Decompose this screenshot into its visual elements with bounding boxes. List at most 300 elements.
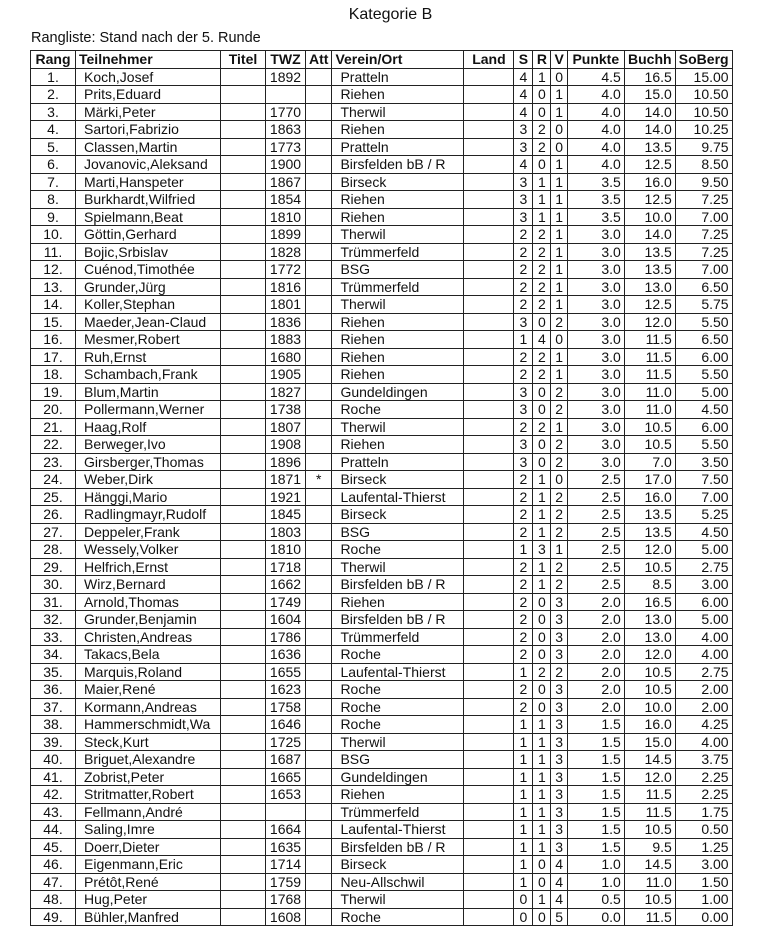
cell-twz: 1725: [266, 733, 306, 751]
table-row: [31, 523, 733, 541]
cell-land: [464, 86, 514, 104]
cell-punkte: 0.5: [567, 891, 624, 909]
cell-titel: [221, 191, 266, 209]
cell-titel: [221, 506, 266, 524]
cell-twz: 1635: [266, 838, 306, 856]
ranking-subtitle: Rangliste: Stand nach der 5. Runde: [31, 30, 261, 46]
cell-v: 0: [551, 68, 567, 86]
cell-s: 3: [514, 173, 533, 191]
cell-buchh: 14.0: [624, 121, 675, 139]
cell-buchh: 14.0: [624, 226, 675, 244]
cell-twz: 1900: [266, 156, 306, 174]
cell-teilnehmer: Schambach,Frank: [76, 366, 221, 384]
cell-buchh: 11.5: [624, 366, 675, 384]
cell-rang: 19.: [31, 383, 76, 401]
cell-twz: 1828: [266, 243, 306, 261]
cell-r: 0: [533, 646, 551, 664]
cell-v: 3: [551, 733, 567, 751]
cell-r: 2: [533, 418, 551, 436]
cell-v: 2: [551, 558, 567, 576]
cell-titel: [221, 121, 266, 139]
cell-titel: [221, 331, 266, 349]
cell-buchh: 13.5: [624, 138, 675, 156]
cell-s: 2: [514, 611, 533, 629]
table-row: [31, 138, 733, 156]
cell-punkte: 3.0: [567, 383, 624, 401]
cell-soberg: 4.25: [675, 716, 732, 734]
table-row: [31, 786, 733, 804]
table-row: [31, 86, 733, 104]
cell-soberg: 2.75: [675, 663, 732, 681]
cell-punkte: 3.5: [567, 191, 624, 209]
cell-land: [464, 68, 514, 86]
cell-teilnehmer: Eigenmann,Eric: [76, 856, 221, 874]
cell-r: 3: [533, 541, 551, 559]
cell-verein: Laufental-Thierst: [332, 488, 464, 506]
cell-land: [464, 488, 514, 506]
cell-verein: Therwil: [332, 226, 464, 244]
cell-teilnehmer: Zobrist,Peter: [76, 768, 221, 786]
cell-twz: 1863: [266, 121, 306, 139]
cell-verein: Riehen: [332, 208, 464, 226]
cell-v: 1: [551, 541, 567, 559]
cell-soberg: 4.50: [675, 401, 732, 419]
cell-v: 2: [551, 488, 567, 506]
cell-land: [464, 418, 514, 436]
cell-verein: Riehen: [332, 313, 464, 331]
cell-s: 3: [514, 401, 533, 419]
cell-land: [464, 296, 514, 314]
cell-verein: Birsfelden bB / R: [332, 576, 464, 594]
cell-soberg: 1.75: [675, 803, 732, 821]
cell-land: [464, 226, 514, 244]
cell-verein: Gundeldingen: [332, 383, 464, 401]
cell-r: 1: [533, 576, 551, 594]
table-row: [31, 576, 733, 594]
cell-rang: 21.: [31, 418, 76, 436]
cell-teilnehmer: Fellmann,André: [76, 803, 221, 821]
cell-buchh: 11.0: [624, 873, 675, 891]
cell-v: 3: [551, 593, 567, 611]
cell-v: 0: [551, 331, 567, 349]
cell-punkte: 1.5: [567, 751, 624, 769]
cell-att: [306, 296, 332, 314]
header-buchh: Buchh: [624, 51, 675, 69]
cell-verein: Roche: [332, 908, 464, 926]
cell-rang: 13.: [31, 278, 76, 296]
cell-s: 2: [514, 471, 533, 489]
table-row: [31, 296, 733, 314]
table-row: [31, 698, 733, 716]
cell-titel: [221, 716, 266, 734]
cell-soberg: 2.25: [675, 768, 732, 786]
cell-teilnehmer: Classen,Martin: [76, 138, 221, 156]
cell-land: [464, 698, 514, 716]
cell-teilnehmer: Mesmer,Robert: [76, 331, 221, 349]
cell-soberg: 5.50: [675, 366, 732, 384]
cell-r: 2: [533, 243, 551, 261]
cell-verein: BSG: [332, 261, 464, 279]
cell-att: [306, 838, 332, 856]
cell-twz: 1827: [266, 383, 306, 401]
cell-land: [464, 716, 514, 734]
cell-v: 3: [551, 716, 567, 734]
cell-teilnehmer: Maier,René: [76, 681, 221, 699]
cell-land: [464, 768, 514, 786]
cell-land: [464, 436, 514, 454]
cell-rang: 38.: [31, 716, 76, 734]
cell-twz: 1854: [266, 191, 306, 209]
cell-v: 3: [551, 751, 567, 769]
cell-punkte: 2.0: [567, 646, 624, 664]
cell-r: 1: [533, 471, 551, 489]
cell-verein: Roche: [332, 698, 464, 716]
cell-rang: 23.: [31, 453, 76, 471]
cell-soberg: 7.25: [675, 191, 732, 209]
cell-v: 3: [551, 611, 567, 629]
cell-twz: 1714: [266, 856, 306, 874]
cell-twz: 1758: [266, 698, 306, 716]
cell-att: [306, 541, 332, 559]
cell-buchh: 10.0: [624, 698, 675, 716]
cell-verein: Roche: [332, 716, 464, 734]
cell-punkte: 4.0: [567, 86, 624, 104]
cell-v: 1: [551, 418, 567, 436]
table-row: [31, 716, 733, 734]
cell-verein: Birsfelden bB / R: [332, 838, 464, 856]
cell-rang: 43.: [31, 803, 76, 821]
cell-r: 0: [533, 86, 551, 104]
cell-att: [306, 786, 332, 804]
cell-land: [464, 541, 514, 559]
cell-r: 0: [533, 313, 551, 331]
cell-punkte: 3.0: [567, 453, 624, 471]
table-row: [31, 121, 733, 139]
cell-punkte: 1.5: [567, 821, 624, 839]
cell-verein: Birseck: [332, 506, 464, 524]
cell-teilnehmer: Christen,Andreas: [76, 628, 221, 646]
cell-rang: 32.: [31, 611, 76, 629]
table-row: [31, 663, 733, 681]
cell-r: 0: [533, 856, 551, 874]
cell-att: [306, 366, 332, 384]
cell-titel: [221, 156, 266, 174]
header-teilnehmer: Teilnehmer: [76, 51, 221, 69]
cell-v: 5: [551, 908, 567, 926]
cell-land: [464, 191, 514, 209]
cell-twz: 1801: [266, 296, 306, 314]
cell-rang: 2.: [31, 86, 76, 104]
cell-soberg: 5.50: [675, 436, 732, 454]
cell-land: [464, 558, 514, 576]
cell-buchh: 11.5: [624, 908, 675, 926]
cell-v: 2: [551, 383, 567, 401]
cell-r: 1: [533, 716, 551, 734]
cell-land: [464, 908, 514, 926]
cell-r: 2: [533, 138, 551, 156]
cell-rang: 35.: [31, 663, 76, 681]
cell-s: 2: [514, 366, 533, 384]
cell-teilnehmer: Wessely,Volker: [76, 541, 221, 559]
cell-r: 0: [533, 156, 551, 174]
cell-land: [464, 663, 514, 681]
cell-titel: [221, 243, 266, 261]
table-row: [31, 541, 733, 559]
cell-land: [464, 278, 514, 296]
cell-teilnehmer: Girsberger,Thomas: [76, 453, 221, 471]
cell-soberg: 3.50: [675, 453, 732, 471]
cell-s: 4: [514, 156, 533, 174]
cell-verein: Roche: [332, 401, 464, 419]
cell-teilnehmer: Göttin,Gerhard: [76, 226, 221, 244]
cell-r: 0: [533, 698, 551, 716]
cell-att: [306, 86, 332, 104]
cell-att: [306, 716, 332, 734]
cell-punkte: 4.0: [567, 103, 624, 121]
cell-att: [306, 908, 332, 926]
cell-v: 1: [551, 208, 567, 226]
cell-buchh: 10.0: [624, 208, 675, 226]
table-row: [31, 383, 733, 401]
cell-punkte: 2.0: [567, 593, 624, 611]
cell-twz: 1687: [266, 751, 306, 769]
ranking-table: [30, 50, 733, 926]
cell-s: 3: [514, 208, 533, 226]
cell-soberg: 6.50: [675, 331, 732, 349]
cell-s: 1: [514, 821, 533, 839]
cell-teilnehmer: Spielmann,Beat: [76, 208, 221, 226]
cell-s: 2: [514, 646, 533, 664]
cell-buchh: 10.5: [624, 558, 675, 576]
cell-soberg: 7.50: [675, 471, 732, 489]
cell-twz: 1680: [266, 348, 306, 366]
cell-punkte: 3.5: [567, 173, 624, 191]
cell-buchh: 7.0: [624, 453, 675, 471]
cell-teilnehmer: Hug,Peter: [76, 891, 221, 909]
table-row: [31, 418, 733, 436]
table-header-row: [31, 51, 733, 69]
cell-land: [464, 593, 514, 611]
cell-soberg: 1.00: [675, 891, 732, 909]
cell-buchh: 8.5: [624, 576, 675, 594]
cell-rang: 1.: [31, 68, 76, 86]
cell-verein: Riehen: [332, 366, 464, 384]
cell-titel: [221, 751, 266, 769]
cell-teilnehmer: Bühler,Manfred: [76, 908, 221, 926]
cell-r: 0: [533, 611, 551, 629]
cell-s: 3: [514, 436, 533, 454]
cell-buchh: 14.0: [624, 103, 675, 121]
cell-buchh: 12.5: [624, 191, 675, 209]
cell-v: 4: [551, 873, 567, 891]
cell-land: [464, 786, 514, 804]
cell-titel: [221, 698, 266, 716]
table-row: [31, 226, 733, 244]
cell-v: 3: [551, 838, 567, 856]
cell-land: [464, 453, 514, 471]
cell-rang: 41.: [31, 768, 76, 786]
cell-soberg: 8.50: [675, 156, 732, 174]
cell-twz: 1770: [266, 103, 306, 121]
cell-r: 1: [533, 506, 551, 524]
cell-v: 4: [551, 891, 567, 909]
cell-land: [464, 208, 514, 226]
cell-twz: 1921: [266, 488, 306, 506]
cell-buchh: 13.0: [624, 628, 675, 646]
table-row: [31, 488, 733, 506]
cell-twz: [266, 86, 306, 104]
cell-punkte: 2.5: [567, 576, 624, 594]
cell-verein: Therwil: [332, 418, 464, 436]
header-land: Land: [464, 51, 514, 69]
cell-soberg: 4.00: [675, 646, 732, 664]
cell-punkte: 4.0: [567, 138, 624, 156]
cell-v: 0: [551, 121, 567, 139]
cell-buchh: 16.0: [624, 488, 675, 506]
cell-punkte: 1.5: [567, 838, 624, 856]
cell-soberg: 3.00: [675, 856, 732, 874]
cell-rang: 18.: [31, 366, 76, 384]
cell-v: 3: [551, 803, 567, 821]
cell-s: 2: [514, 278, 533, 296]
cell-land: [464, 348, 514, 366]
cell-s: 1: [514, 331, 533, 349]
cell-teilnehmer: Berweger,Ivo: [76, 436, 221, 454]
cell-buchh: 11.0: [624, 383, 675, 401]
cell-soberg: 7.25: [675, 243, 732, 261]
cell-soberg: 3.00: [675, 576, 732, 594]
cell-verein: Trümmerfeld: [332, 278, 464, 296]
cell-att: [306, 506, 332, 524]
table-row: [31, 856, 733, 874]
cell-r: 2: [533, 261, 551, 279]
cell-v: 3: [551, 821, 567, 839]
table-row: [31, 733, 733, 751]
cell-twz: 1636: [266, 646, 306, 664]
cell-att: [306, 646, 332, 664]
cell-land: [464, 751, 514, 769]
header-punkte: Punkte: [567, 51, 624, 69]
cell-punkte: 2.5: [567, 471, 624, 489]
cell-titel: [221, 436, 266, 454]
cell-soberg: 6.50: [675, 278, 732, 296]
cell-land: [464, 156, 514, 174]
cell-buchh: 13.5: [624, 523, 675, 541]
page-title: Kategorie B: [348, 6, 433, 23]
cell-r: 1: [533, 558, 551, 576]
cell-buchh: 16.0: [624, 716, 675, 734]
cell-att: [306, 401, 332, 419]
cell-v: 1: [551, 103, 567, 121]
table-row: [31, 436, 733, 454]
cell-verein: Laufental-Thierst: [332, 663, 464, 681]
cell-att: [306, 278, 332, 296]
cell-verein: Therwil: [332, 733, 464, 751]
cell-att: [306, 436, 332, 454]
cell-v: 1: [551, 173, 567, 191]
cell-teilnehmer: Takacs,Bela: [76, 646, 221, 664]
table-row: [31, 313, 733, 331]
cell-att: [306, 68, 332, 86]
cell-rang: 9.: [31, 208, 76, 226]
cell-land: [464, 628, 514, 646]
cell-s: 2: [514, 296, 533, 314]
cell-twz: 1892: [266, 68, 306, 86]
cell-teilnehmer: Marti,Hanspeter: [76, 173, 221, 191]
cell-rang: 46.: [31, 856, 76, 874]
cell-s: 1: [514, 716, 533, 734]
cell-soberg: 7.00: [675, 261, 732, 279]
cell-rang: 48.: [31, 891, 76, 909]
cell-land: [464, 733, 514, 751]
cell-teilnehmer: Hänggi,Mario: [76, 488, 221, 506]
cell-verein: Riehen: [332, 331, 464, 349]
cell-rang: 16.: [31, 331, 76, 349]
cell-s: 2: [514, 698, 533, 716]
cell-verein: Riehen: [332, 191, 464, 209]
cell-punkte: 3.0: [567, 436, 624, 454]
cell-r: 1: [533, 488, 551, 506]
cell-att: [306, 208, 332, 226]
cell-verein: Neu-Allschwil: [332, 873, 464, 891]
cell-titel: [221, 261, 266, 279]
cell-v: 2: [551, 436, 567, 454]
cell-soberg: 5.25: [675, 506, 732, 524]
cell-r: 1: [533, 68, 551, 86]
cell-att: [306, 383, 332, 401]
cell-land: [464, 821, 514, 839]
cell-teilnehmer: Marquis,Roland: [76, 663, 221, 681]
cell-twz: 1608: [266, 908, 306, 926]
cell-titel: [221, 383, 266, 401]
cell-twz: 1759: [266, 873, 306, 891]
cell-v: 4: [551, 856, 567, 874]
cell-titel: [221, 86, 266, 104]
cell-teilnehmer: Deppeler,Frank: [76, 523, 221, 541]
cell-land: [464, 138, 514, 156]
cell-land: [464, 646, 514, 664]
cell-soberg: 9.75: [675, 138, 732, 156]
cell-rang: 11.: [31, 243, 76, 261]
cell-land: [464, 401, 514, 419]
cell-rang: 36.: [31, 681, 76, 699]
cell-teilnehmer: Saling,Imre: [76, 821, 221, 839]
cell-v: 2: [551, 523, 567, 541]
cell-land: [464, 243, 514, 261]
table-row: [31, 768, 733, 786]
header-att: Att: [306, 51, 332, 69]
cell-r: 1: [533, 191, 551, 209]
cell-twz: 1773: [266, 138, 306, 156]
cell-titel: [221, 541, 266, 559]
cell-att: [306, 558, 332, 576]
cell-s: 4: [514, 103, 533, 121]
cell-verein: Roche: [332, 646, 464, 664]
cell-soberg: 4.50: [675, 523, 732, 541]
cell-buchh: 10.5: [624, 681, 675, 699]
table-row: [31, 366, 733, 384]
header-s: S: [514, 51, 533, 69]
cell-verein: BSG: [332, 751, 464, 769]
cell-titel: [221, 401, 266, 419]
cell-buchh: 11.5: [624, 803, 675, 821]
cell-punkte: 1.0: [567, 856, 624, 874]
cell-rang: 42.: [31, 786, 76, 804]
cell-verein: Riehen: [332, 121, 464, 139]
table-row: [31, 401, 733, 419]
cell-twz: 1718: [266, 558, 306, 576]
cell-teilnehmer: Prits,Eduard: [76, 86, 221, 104]
